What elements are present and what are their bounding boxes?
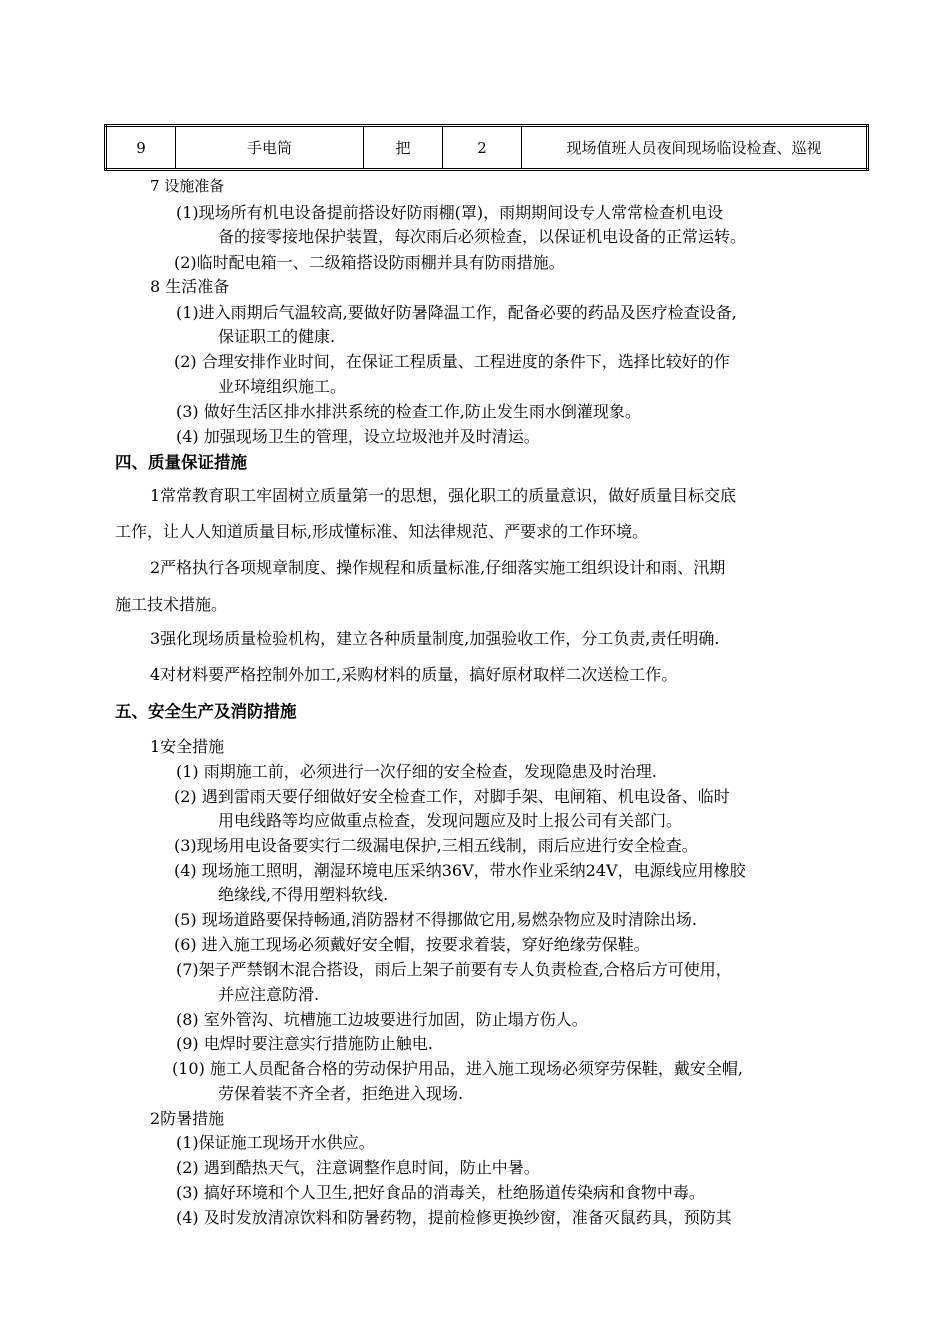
table-cell-name: 手电筒 bbox=[176, 126, 364, 170]
safety-item-6: (6) 进入施工现场必须戴好安全帽，按要求着装，穿好绝缘劳保鞋。 bbox=[174, 935, 650, 954]
quality-para-4: 4对材料要严格控制外加工,采购材料的质量，搞好原材取样二次送检工作。 bbox=[150, 665, 678, 684]
safety-item-4-line-2: 绝缘线,不得用塑料软线. bbox=[218, 885, 389, 904]
facilities-item-1-line-2: 备的接零接地保护装置，每次雨后必须检查，以保证机电设备的正常运转。 bbox=[218, 227, 747, 246]
quality-heading: 四、质量保证措施 bbox=[115, 453, 247, 472]
safety-item-2-line-2: 用电线路等均应做重点检查，发现问题应及时上报公司有关部门。 bbox=[218, 811, 683, 830]
safety-item-7-line-2: 并应注意防滑. bbox=[218, 985, 320, 1004]
safety-sub2-title: 2防暑措施 bbox=[150, 1109, 225, 1128]
heat-item-2: (2) 遇到酷热天气，注意调整作息时间，防止中暑。 bbox=[176, 1158, 540, 1177]
safety-sub1-title: 1安全措施 bbox=[150, 737, 225, 756]
table-cell-usage: 现场值班人员夜间现场临设检查、巡视 bbox=[522, 126, 868, 170]
facilities-item-2: (2)临时配电箱一、二级箱搭设防雨棚并具有防雨措施。 bbox=[174, 253, 565, 272]
living-item-2-line-2: 业环境组织施工。 bbox=[218, 377, 347, 396]
safety-item-5: (5) 现场道路要保持畅通,消防器材不得挪做它用,易燃杂物应及时清除出场. bbox=[174, 910, 698, 929]
table-row bbox=[106, 126, 868, 170]
heat-item-4: (4) 及时发放清凉饮料和防暑药物，提前检修更换纱窗，准备灭鼠药具，预防其 bbox=[176, 1208, 732, 1227]
facilities-title: 7 设施准备 bbox=[150, 177, 225, 195]
safety-item-10-line-1: (10) 施工人员配备合格的劳动保护用品，进入施工现场必须穿劳保鞋，戴安全帽, bbox=[172, 1059, 744, 1078]
safety-item-1: (1) 雨期施工前，必须进行一次仔细的安全检查，发现隐患及时治理. bbox=[176, 762, 657, 781]
quality-para-3: 3强化现场质量检验机构，建立各种质量制度,加强验收工作，分工负责,责任明确. bbox=[150, 629, 720, 648]
safety-item-4-line-1: (4) 现场施工照明，潮湿环境电压采纳36V，带水作业采纳24V，电源线应用橡胶 bbox=[174, 861, 746, 880]
living-title: 8 生活准备 bbox=[150, 277, 230, 296]
safety-item-8: (8) 室外管沟、坑槽施工边坡要进行加固，防止塌方伤人。 bbox=[176, 1010, 588, 1029]
safety-heading: 五、安全生产及消防措施 bbox=[115, 702, 297, 721]
safety-item-3: (3)现场用电设备要实行二级漏电保护,三相五线制，雨后应进行安全检查。 bbox=[174, 836, 698, 855]
table-cell-quantity: 2 bbox=[443, 126, 522, 170]
safety-item-2-line-1: (2) 遇到雷雨天要仔细做好安全检查工作，对脚手架、电闸箱、机电设备、临时 bbox=[174, 787, 730, 806]
quality-para-1-line-1: 1常常教育职工牢固树立质量第一的思想，强化职工的质量意识，做好质量目标交底 bbox=[150, 486, 737, 505]
quality-para-1-line-2: 工作，让人人知道质量目标,形成懂标准、知法律规范、严要求的工作环境。 bbox=[115, 522, 649, 541]
table-cell-index: 9 bbox=[106, 126, 176, 170]
safety-item-7-line-1: (7)架子严禁钢木混合搭设，雨后上架子前要有专人负责检查,合格后方可使用， bbox=[176, 960, 732, 979]
safety-item-10-line-2: 劳保着装不齐全者，拒绝进入现场. bbox=[218, 1084, 464, 1103]
quality-para-2-line-1: 2严格执行各项规章制度、操作规程和质量标准,仔细落实施工组织设计和雨、汛期 bbox=[150, 558, 726, 577]
quality-para-2-line-2: 施工技术措施。 bbox=[115, 595, 228, 614]
living-item-4: (4) 加强现场卫生的管理，设立垃圾池并及时清运。 bbox=[176, 427, 540, 446]
living-item-3: (3) 做好生活区排水排洪系统的检查工作,防止发生雨水倒灌现象。 bbox=[176, 402, 641, 421]
living-item-1-line-2: 保证职工的健康. bbox=[218, 327, 336, 346]
heat-item-3: (3) 搞好环境和个人卫生,把好食品的消毒关，杜绝肠道传染病和食物中毒。 bbox=[176, 1183, 705, 1202]
safety-item-9: (9) 电焊时要注意实行措施防止触电. bbox=[176, 1034, 433, 1053]
table-cell-unit: 把 bbox=[364, 126, 443, 170]
facilities-item-1-line-1: (1)现场所有机电设备提前搭设好防雨棚(罩)，雨期期间设专人常常检查机电设 bbox=[176, 203, 724, 222]
living-item-1-line-1: (1)进入雨期后气温较高,要做好防暑降温工作，配备必要的药品及医疗检查设备, bbox=[176, 303, 737, 322]
living-item-2-line-1: (2) 合理安排作业时间，在保证工程质量、工程进度的条件下，选择比较好的作 bbox=[174, 352, 730, 371]
equipment-table bbox=[104, 124, 869, 171]
heat-item-1: (1)保证施工现场开水供应。 bbox=[176, 1133, 375, 1152]
